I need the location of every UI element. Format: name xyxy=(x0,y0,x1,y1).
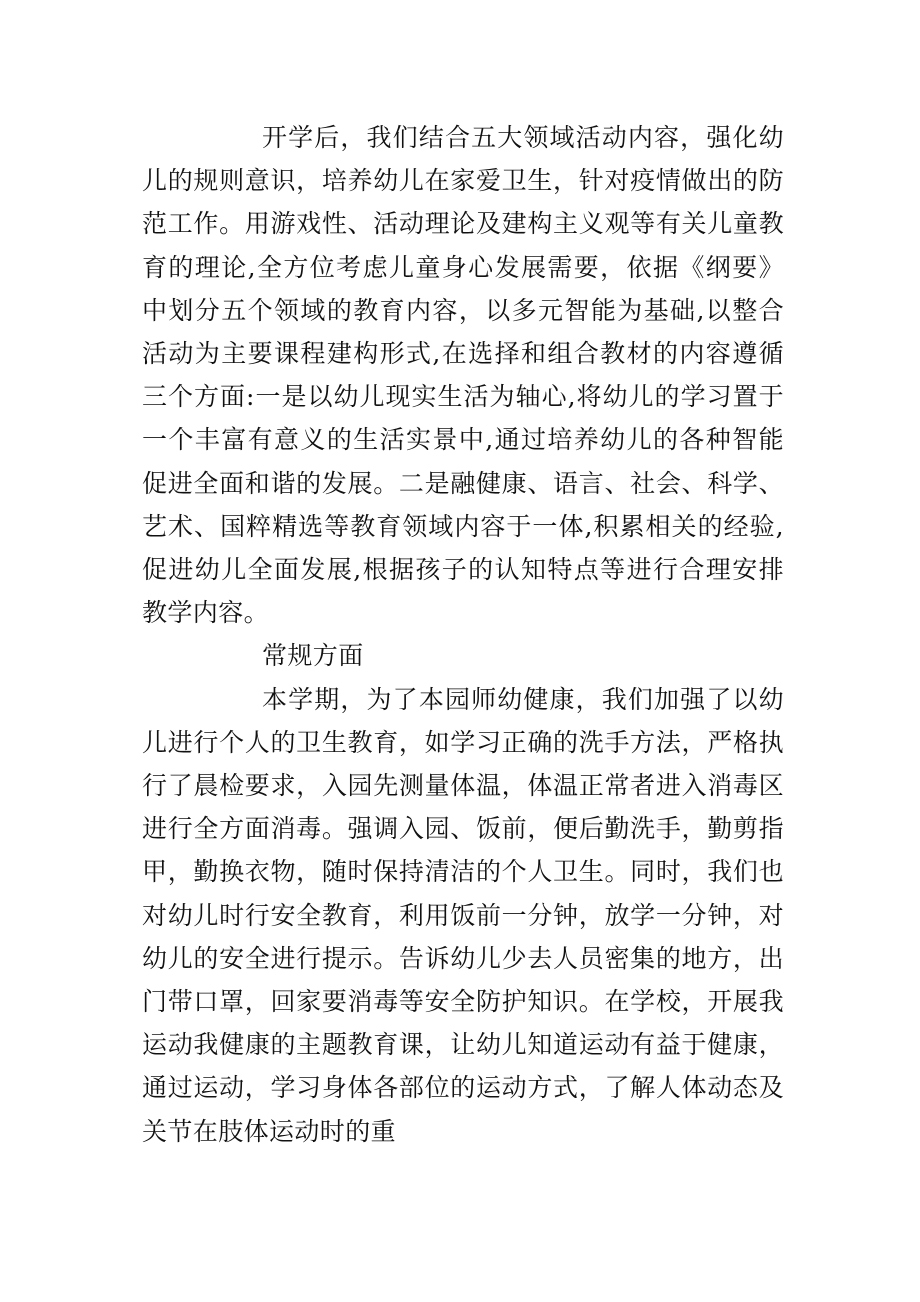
document-body xyxy=(142,116,784,1153)
intro-paragraph: 开学后，我们结合五大领域活动内容，强化幼儿的规则意识，培养幼儿在家爱卫生，针对疫情做出的防范工作。用游戏性、活动理论及建构主义观等有关儿童教育的理论,全方位考虑儿童身心发展需要，依据《纲要》中划分五个领域的教育内容，以多元智能为基础,以整合活动为主要课程建构形式,在选择和组合教材的内容遵循三个方面:一是以幼儿现实生活为轴心,将幼儿的学习置于一个丰富有意义的生活实景中,通过培养幼儿的各种智能促进全面和谐的发展。二是融健康、语言、社会、科学、艺术、国粹精选等教育领域内容于一体,积累相关的经验,促进幼儿全面发展,根据孩子的认知特点等进行合理安排教学内容。 xyxy=(142,123,784,628)
section-paragraph: 本学期，为了本园师幼健康，我们加强了以幼儿进行个人的卫生教育，如学习正确的洗手方法，严格执行了晨检要求，入园先测量体温，体温正常者进入消毒区进行全方面消毒。强调入园、饭前，便后勤洗手，勤剪指甲，勤换衣物，随时保持清洁的个人卫生。同时，我们也对幼儿时行安全教育，利用饭前一分钟，放学一分钟，对幼儿的安全进行提示。告诉幼儿少去人员密集的地方，出门带口罩，回家要消毒等安全防护知识。在学校，开展我运动我健康的主题教育课，让幼儿知道运动有益于健康，通过运动，学习身体各部位的运动方式，了解人体动态及关节在肢体运动时的重 xyxy=(142,684,784,1146)
section-heading: 常规方面 xyxy=(262,641,364,671)
